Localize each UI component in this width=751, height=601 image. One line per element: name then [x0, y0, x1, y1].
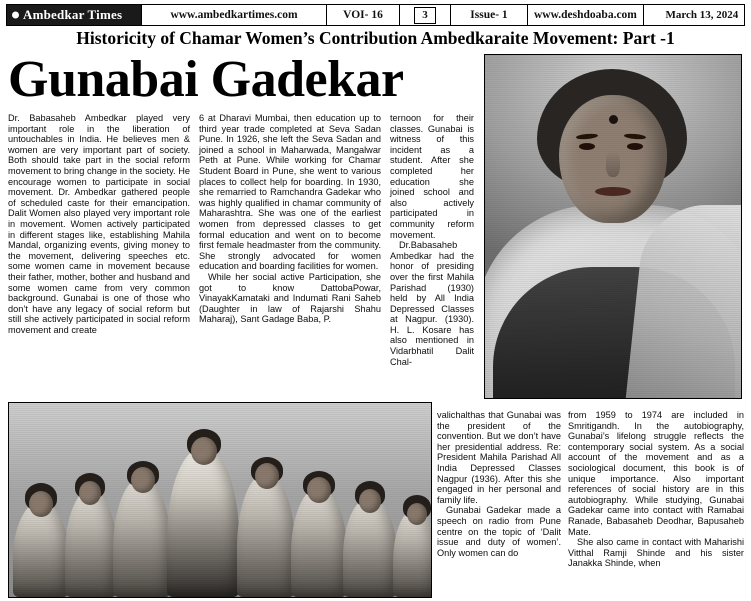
body-column-4	[437, 410, 561, 558]
masthead-volume: VOI- 16	[326, 5, 399, 25]
paragraph: She also came in contact with Maharishi Vitthal Ramji Shinde and his sister Janakka Shinde, when	[568, 537, 744, 569]
body-column-3	[390, 113, 474, 367]
masthead-number	[399, 5, 450, 25]
masthead-logo-text: Ambedkar Times	[23, 7, 123, 22]
article-headline: Gunabai Gadekar	[8, 51, 404, 108]
portrait-grain-overlay	[485, 55, 741, 398]
masthead-website-right[interactable]: www.deshdoaba.com	[527, 5, 643, 25]
paragraph: Gunabai Gadekar made a speech on radio from Pune centre on the topic of ‘Dalit issue and duty of women’. Only women can do	[437, 505, 561, 558]
masthead-issue: Issue- 1	[450, 5, 527, 25]
masthead	[6, 4, 745, 26]
logo-bullet-icon	[12, 12, 19, 19]
masthead-logo	[7, 5, 141, 25]
paragraph: ternoon for their classes. Gunabai is witness of this incident as a student. After she completed her education she joined school and also actively participated in community reform movement.	[390, 113, 474, 240]
masthead-website-left[interactable]: www.ambedkartimes.com	[141, 5, 326, 25]
gunabai-gadekar-portrait	[484, 54, 742, 399]
article-kicker: Historicity of Chamar Women’s Contribution Ambedkaraite Movement: Part -1	[76, 28, 675, 48]
paragraph: Dr. Babasaheb Ambedkar played very important role in the liberation of untouchables in India. He believes men & women are very important part of society. Both should take part in the social reform movement to bring change in the society. He encourage women to participate in social movement. Dr. Ambedkar gathered people of scheduled caste for their emancipation. Dalit Women also played very important role in movement. Women actively participated in different stages like, establishing Mahila Mandal, organizing events, giving money to the movement, delivering speeches etc. some women came in movement because their father, mother, bother and husband and some women came from very common background. Gunabai is one of those who don’t have any legacy of social reform but still she actively participated in social reform movement and create	[8, 113, 190, 335]
body-column-1	[8, 113, 190, 335]
paragraph: valichalthas that Gunabai was the president of the convention. But we don’t have her presidential address. Re: President Mahila Parishad All India Depressed Classes Nagpur (1936). After this she engaged in her personal and family life.	[437, 410, 561, 505]
paragraph: 6 at Dharavi Mumbai, then education up to third year trade completed at Seva Sadan Pune. In 1926, she left the Seva Sadan and joined a school in Maharwada, Mangalwar Peth at Pune. While working for Chamar Student Board in Pune, she went to various places to collect help for boarding. In 1930, she remarried to Ramchandra Gadekar who was highly qualified in chamar community of Maharashtra. She was one of the earliest women from depressed classes to get formal education and went on to become first female headmaster from the community. She strongly advocated for women education and boarding facilities for women.	[199, 113, 381, 272]
paragraph: Dr.Babasaheb Ambedkar had the honor of presiding over the first Mahila Parishad (1930) held by All India Depressed Classes at Nagpur. (1930). H. L. Kosare has also mentioned in Vidarbhatil Dalit Chal-	[390, 240, 474, 367]
group-photo-grain-overlay	[9, 403, 431, 597]
paragraph: While her social active Participation, she got to know DattobaPowar, VinayakKamataki and Indumati Rani Saheb (Daughter in law of Rajarshi Shahu Maharaj), Sant Gadage Baba, P.	[199, 271, 381, 325]
masthead-number-value: 3	[414, 7, 436, 24]
paragraph: from 1959 to 1974 are included in Smritigandh. In the autobiography, Gunabai’s lifelong struggle reflects the contemporary social system. As a social account of the movement and as a sociological document, this book is of unique importance. Also important references of social history are in this autobiography. While studying, Gunabai Gadekar came into contact with Ramabai Ranade, Babasaheb Deodhar, Bapusaheb Mate.	[568, 410, 744, 537]
historic-group-photograph	[8, 402, 432, 598]
body-column-5	[568, 410, 744, 569]
body-column-2	[199, 113, 381, 325]
masthead-date: March 13, 2024	[643, 5, 751, 25]
